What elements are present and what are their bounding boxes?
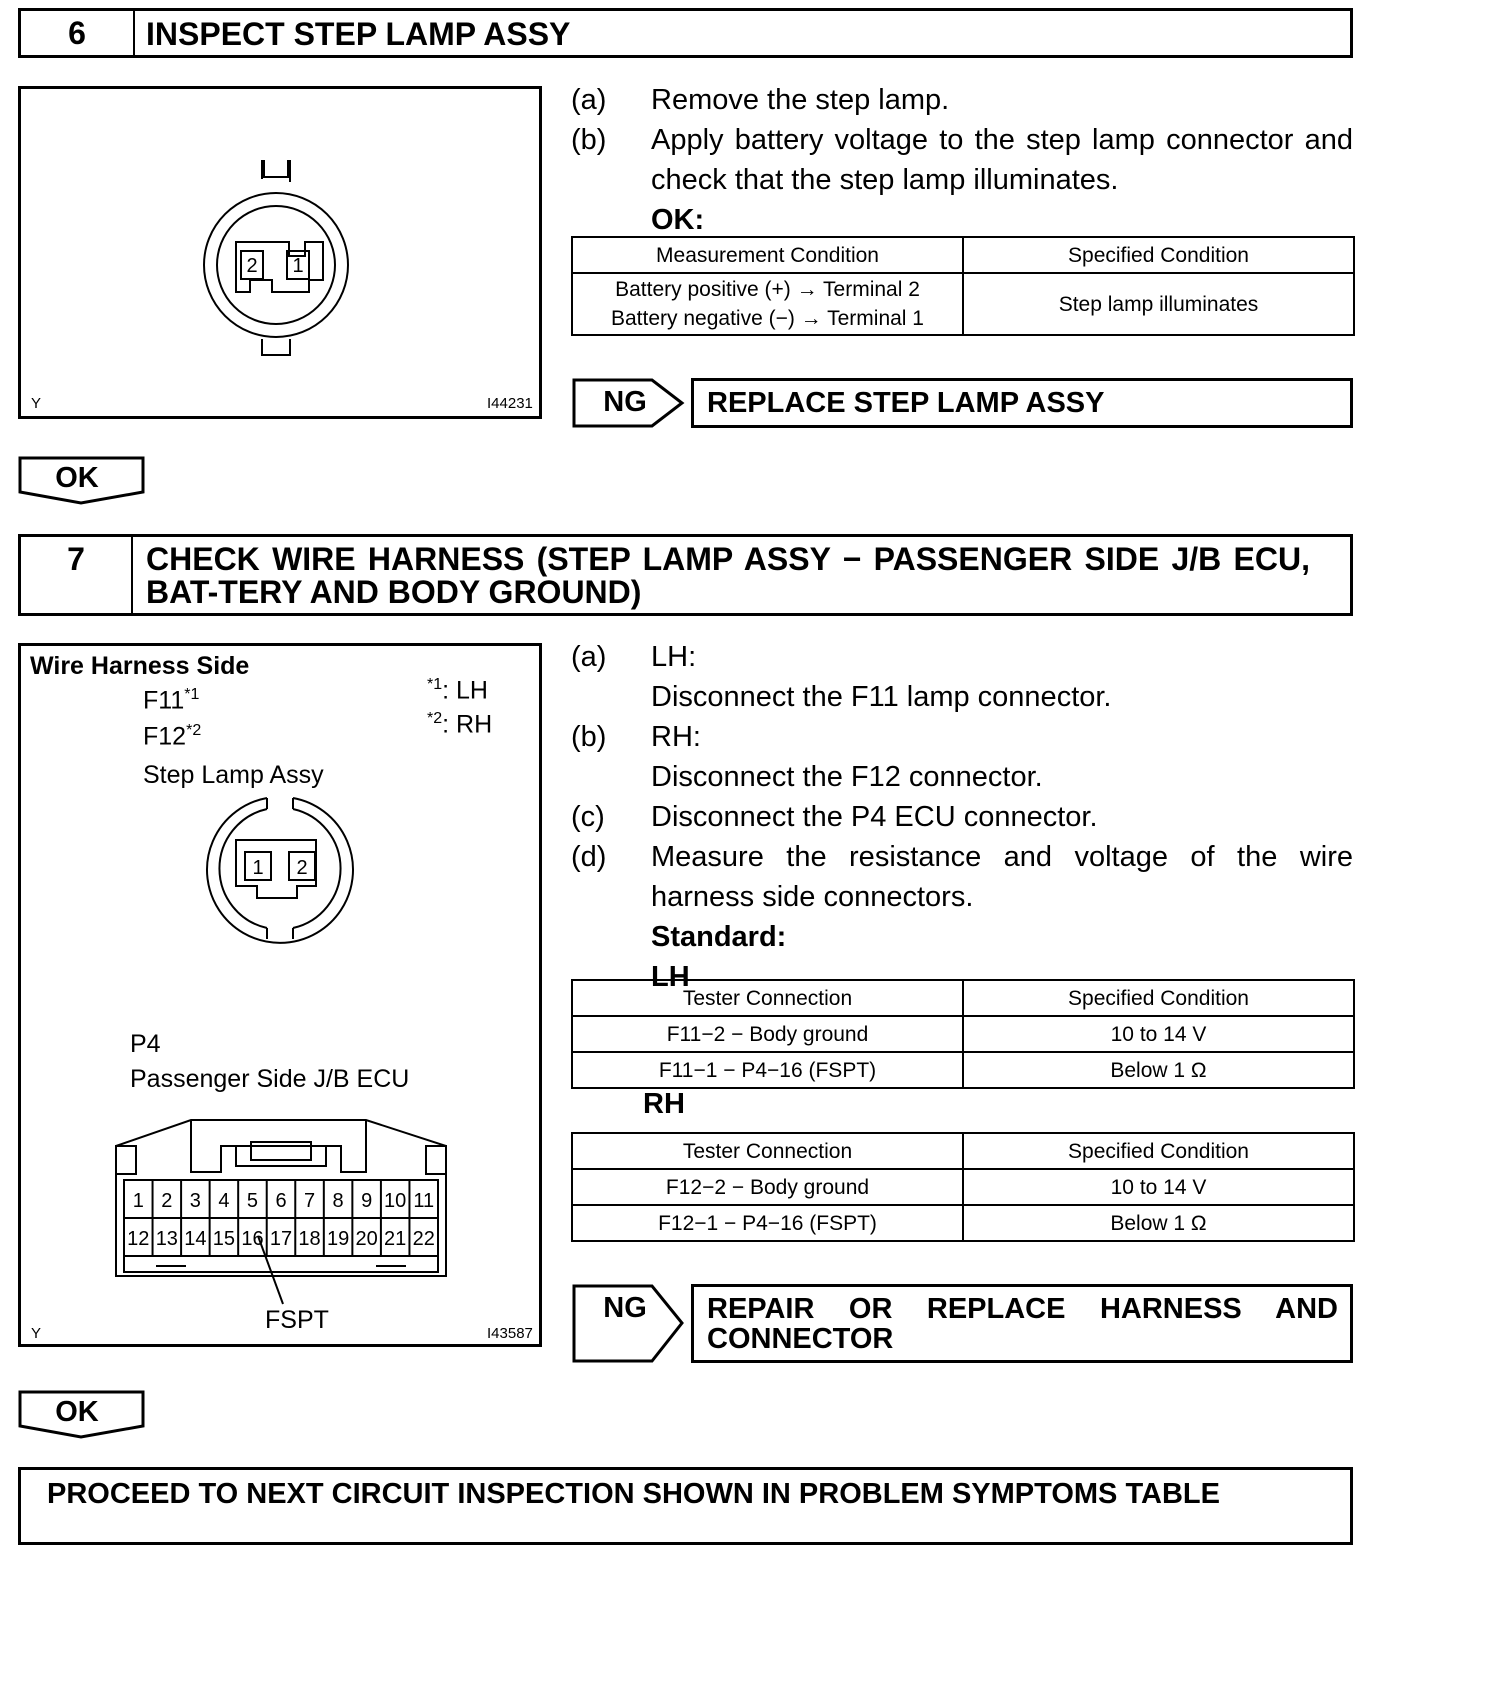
ecu-connector-diagram: [21, 1116, 539, 1336]
instruction-item: [571, 120, 1353, 200]
figure-id: I44231: [487, 395, 533, 412]
table-row: F12−2 − Body ground 10 to 14 V: [572, 1169, 1354, 1205]
standard-label: Standard:: [651, 921, 787, 953]
table-row: [572, 273, 1354, 335]
step7-header: [18, 534, 1353, 616]
ecu-pin-label: 7: [303, 1190, 316, 1212]
figure-corner-label: Y: [31, 395, 42, 412]
step6-ok-button: [18, 456, 146, 506]
table-header: Measurement Condition: [572, 237, 963, 273]
table-row: F11−1 − P4−16 (FSPT) Below 1 Ω: [572, 1052, 1354, 1088]
ecu-pin-label: 10: [384, 1190, 407, 1212]
note-rh: $^{*2}$: RH: [427, 710, 493, 739]
instruction-label: (b): [571, 124, 607, 156]
ecu-pin-label: 12: [127, 1228, 150, 1250]
ecu-pin-label: 8: [332, 1190, 344, 1212]
step7-ng-result: REPAIR OR REPLACE HARNESS AND CONNECTOR: [691, 1284, 1353, 1363]
step-lamp-label: Step Lamp Assy: [143, 761, 324, 789]
ok-criteria-label: OK:: [651, 204, 705, 236]
f11-label: F11$^{*1}$: [143, 686, 200, 715]
table-header: Specified Condition: [963, 237, 1354, 273]
note-lh: $^{*1}$: LH: [427, 676, 488, 705]
ecu-pin-label: 2: [161, 1190, 173, 1212]
final-instruction-box: PROCEED TO NEXT CIRCUIT INSPECTION SHOWN IN PROBLEM SYMPTOMS TABLE: [18, 1467, 1353, 1545]
lh-spec-table: Tester Connection Specified Condition F11−2 − Body ground 10 to 14 V F11−1 − P4−16 (FSPT) Below 1 Ω: [571, 979, 1355, 1089]
ecu-pin-label: 22: [412, 1228, 435, 1250]
step7-number: 7: [21, 537, 133, 613]
step-lamp-connector-diagram: [21, 89, 539, 416]
pin-1-label: 1: [292, 255, 304, 277]
ecu-pin-label: 16: [241, 1228, 264, 1250]
step6-title: INSPECT STEP LAMP ASSY: [146, 16, 571, 52]
ecu-pin-label: 21: [384, 1228, 407, 1250]
step6-instructions: [571, 80, 1353, 240]
step7-ng-arrow: [572, 1284, 686, 1363]
ecu-pin-label: 5: [246, 1190, 259, 1212]
step6-spec-table: [571, 236, 1355, 336]
ecu-pin-label: 4: [218, 1190, 230, 1212]
instruction-item: [571, 80, 1353, 120]
lamp-pin-2-label: 2: [296, 857, 308, 879]
ecu-pin-label: 19: [326, 1228, 350, 1250]
spec-cell: Step lamp illuminates: [963, 273, 1354, 335]
ecu-pin-label: 15: [212, 1228, 236, 1250]
ecu-pin-label: 17: [269, 1228, 293, 1250]
rh-label: RH: [643, 1088, 685, 1120]
step7-instructions: [571, 637, 1353, 997]
instruction-label: (a): [571, 84, 607, 116]
ok-label: OK: [55, 462, 99, 494]
instruction-text: Remove the step lamp.: [651, 84, 950, 116]
figure-id: I43587: [487, 1325, 533, 1342]
condition-line: Battery positive (+) → Terminal 2: [615, 278, 920, 301]
table-row: F12−1 − P4−16 (FSPT) Below 1 Ω: [572, 1205, 1354, 1241]
table-row: F11−2 − Body ground 10 to 14 V: [572, 1016, 1354, 1052]
ecu-pin-label: 11: [413, 1190, 435, 1212]
ecu-pin-label: 6: [275, 1190, 287, 1212]
instruction-item: (a) LH: Disconnect the F11 lamp connector.: [571, 641, 1112, 713]
ecu-pin-label: 18: [298, 1228, 321, 1250]
ecu-pin-label: 20: [355, 1228, 378, 1250]
instruction-item: (d) Measure the resistance and voltage of the wire harness side connectors.: [571, 841, 1353, 913]
step6-ng-result: REPLACE STEP LAMP ASSY: [691, 378, 1353, 428]
ng-label: NG: [603, 1292, 647, 1324]
ecu-pin-label: 14: [184, 1228, 207, 1250]
figure-corner-label: Y: [31, 1325, 42, 1342]
fspt-label: FSPT: [265, 1306, 329, 1334]
ecu-pin-label: 9: [361, 1190, 373, 1212]
ecu-pin-label: 13: [155, 1228, 178, 1250]
instruction-item: (c) Disconnect the P4 ECU connector.: [571, 801, 1098, 833]
step7-figure: [18, 643, 542, 1347]
rh-spec-table: Tester Connection Specified Condition F12−2 − Body ground 10 to 14 V F12−1 − P4−16 (FSPT) Below 1 Ω: [571, 1132, 1355, 1242]
ecu-label: Passenger Side J/B ECU: [130, 1065, 410, 1093]
step6-header: [18, 8, 1353, 58]
lh-label: LH: [651, 961, 690, 993]
lamp-pin-1-label: 1: [252, 857, 264, 879]
step7-ok-button: [18, 1390, 146, 1440]
step6-ng-arrow: [572, 378, 686, 428]
figure-heading: Wire Harness Side: [30, 652, 250, 680]
step6-figure: [18, 86, 542, 419]
pin-2-label: 2: [246, 255, 258, 277]
instruction-item: (b) RH: Disconnect the F12 connector.: [571, 721, 1043, 793]
f12-label: F12$^{*2}$: [143, 722, 202, 751]
step7-title: CHECK WIRE HARNESS (STEP LAMP ASSY − PASSENGER SIDE J/B ECU, BAT-TERY AND BODY GROUND): [146, 541, 1310, 610]
harness-lamp-connector-diagram: [21, 786, 539, 1086]
step6-number: 6: [21, 11, 135, 55]
ecu-pin-label: 3: [189, 1190, 201, 1212]
ok-label: OK: [55, 1396, 99, 1428]
ng-label: NG: [603, 386, 647, 418]
instruction-text: Apply battery voltage to the step lamp connector and check that the step lamp illuminates.: [651, 124, 1353, 196]
p4-label: P4: [130, 1030, 161, 1058]
ecu-pin-label: 1: [132, 1190, 144, 1212]
condition-line: Battery negative (−) → Terminal 1: [610, 307, 924, 330]
